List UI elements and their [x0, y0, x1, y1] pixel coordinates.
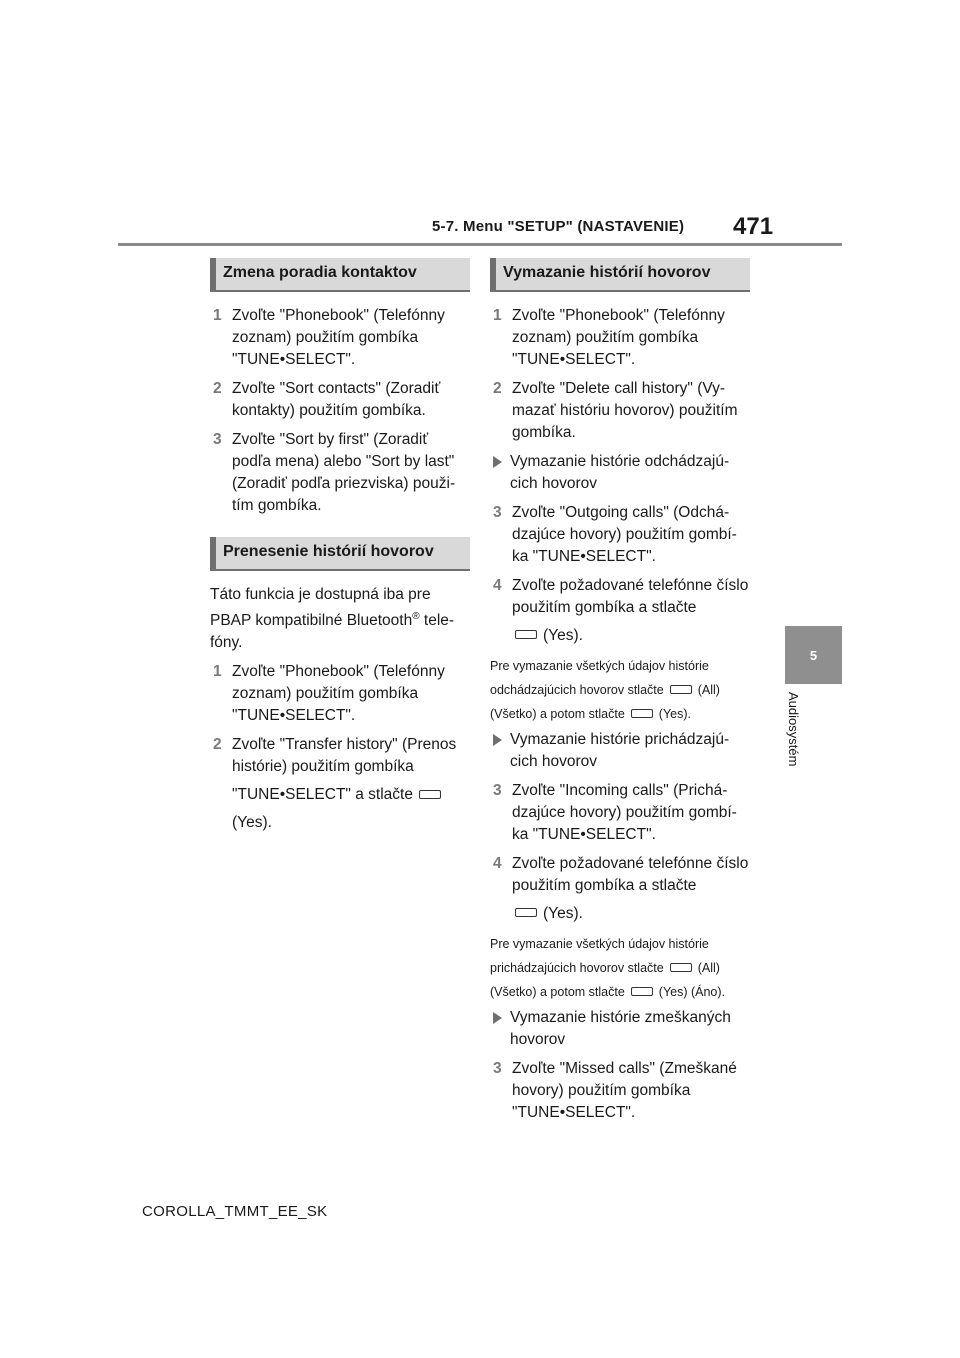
- note-text: Pre vymazanie všetkých údajov histórie prichádzajúcich hovorov stlačte (All) (Všetko) a potom stlačte (Yes) (Áno).: [490, 937, 726, 999]
- step-item: 4 Zvoľte požadované telefónne číslo použitím gombíka a stlačte (Yes).: [493, 577, 749, 644]
- button-icon: [631, 709, 653, 718]
- chapter-tab: 5: [785, 626, 842, 684]
- step-item: 3 Zvoľte "Sort by first" (Zoradiť podľa mena) alebo "Sort by last" (Zoradiť podľa priezviska) použi-tím gombíka.: [213, 431, 456, 514]
- step-item: 2 Zvoľte "Delete call history" (Vy-mazať históriu hovorov) použitím gombíka.: [493, 380, 738, 441]
- button-icon: [515, 908, 537, 917]
- intro-paragraph: Táto funkcia je dostupná iba pre PBAP kompatibilné Bluetooth® tele-fóny.: [210, 586, 455, 652]
- step-item: 3 Zvoľte "Incoming calls" (Prichá-dzajúce hovory) použitím gombí-ka "TUNE•SELECT".: [493, 782, 737, 843]
- button-icon: [631, 987, 653, 996]
- subsection-bullet: Vymazanie histórie zmeškaných hovorov: [490, 1007, 750, 1051]
- button-icon: [419, 790, 441, 799]
- section-heading: Vymazanie histórií hovorov: [490, 258, 750, 292]
- footer-code: COROLLA_TMMT_EE_SK: [142, 1203, 328, 1220]
- step-item: 3 Zvoľte "Missed calls" (Zmeškané hovory) použitím gombíka "TUNE•SELECT".: [493, 1060, 737, 1121]
- subsection-bullet: Vymazanie histórie odchádzajú-cich hovorov: [490, 451, 750, 495]
- page-number: 471: [733, 213, 774, 240]
- note-text: Pre vymazanie všetkých údajov histórie odchádzajúcich hovorov stlačte (All) (Všetko) a potom stlačte (Yes).: [490, 659, 720, 721]
- section-heading: Prenesenie histórií hovorov: [210, 537, 470, 571]
- button-icon: [670, 685, 692, 694]
- triangle-icon: [493, 734, 502, 746]
- subsection-bullet: Vymazanie histórie prichádzajú-cich hovorov: [490, 729, 750, 773]
- button-icon: [515, 630, 537, 639]
- step-item: 1 Zvoľte "Phonebook" (Telefónny zoznam) použitím gombíka "TUNE•SELECT".: [213, 663, 445, 725]
- section-title: 5-7. Menu "SETUP" (NASTAVENIE): [432, 218, 685, 235]
- step-item: 2 Zvoľte "Sort contacts" (Zoradiť kontakty) použitím gombíka.: [213, 380, 441, 419]
- chapter-label: Audiosystém: [786, 692, 801, 767]
- step-item: 2 Zvoľte "Transfer history" (Prenos histórie) použitím gombíka "TUNE•SELECT" a stlačte (Yes).: [213, 736, 457, 832]
- right-column: [490, 258, 750, 1131]
- step-item: 1 Zvoľte "Phonebook" (Telefónny zoznam) použitím gombíka "TUNE•SELECT".: [493, 307, 725, 368]
- section-heading: Zmena poradia kontaktov: [210, 258, 470, 292]
- header-divider: [118, 243, 842, 246]
- left-column: [210, 258, 470, 841]
- step-item: 3 Zvoľte "Outgoing calls" (Odchá-dzajúce hovory) použitím gombí-ka "TUNE•SELECT".: [493, 504, 737, 565]
- step-item: 1 Zvoľte "Phonebook" (Telefónny zoznam) použitím gombíka "TUNE•SELECT".: [213, 307, 445, 368]
- triangle-icon: [493, 1012, 502, 1024]
- step-item: 4 Zvoľte požadované telefónne číslo použitím gombíka a stlačte (Yes).: [493, 855, 749, 922]
- triangle-icon: [493, 456, 502, 468]
- button-icon: [670, 963, 692, 972]
